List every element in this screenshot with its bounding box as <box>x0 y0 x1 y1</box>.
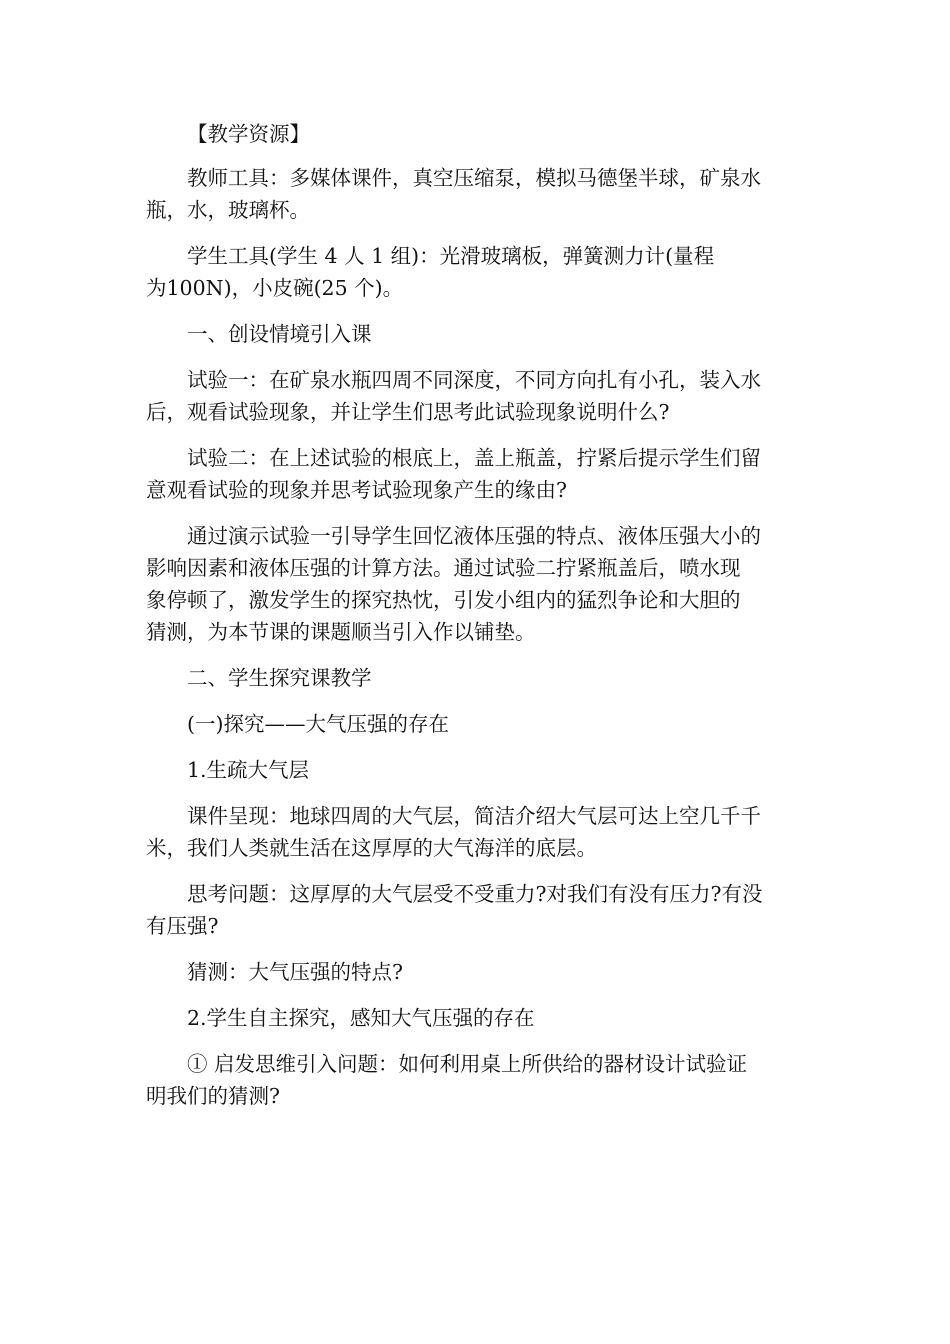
text-line: 有压强? <box>146 914 219 938</box>
text-line: 二、学生探究课教学 <box>187 666 372 690</box>
text-line: 意观看试验的现象并思考试验现象产生的缘由? <box>146 478 567 502</box>
section-heading-teaching-resources <box>146 118 810 150</box>
paragraph-teacher-tools <box>146 162 810 226</box>
text-line: 课件呈现：地球四周的大气层，简洁介绍大气层可达上空几千千 <box>187 804 761 828</box>
text-line: 一、创设情境引入课 <box>187 322 372 346</box>
paragraph-demonstration <box>146 520 810 648</box>
paragraph-courseware <box>146 800 810 864</box>
heading-part-one <box>146 318 810 350</box>
text-line: 学生工具(学生 4 人 1 组)：光滑玻璃板，弹簧测力计(量程 <box>187 244 715 268</box>
text-line: 试验一：在矿泉水瓶四周不同深度，不同方向扎有小孔，装入水 <box>187 368 761 392</box>
paragraph-guess <box>146 956 810 988</box>
paragraph-experiment-two <box>146 442 810 506</box>
document-page <box>146 118 810 1126</box>
subheading-atmospheric-pressure <box>146 708 810 740</box>
text-line: 教师工具：多媒体课件，真空压缩泵，模拟马德堡半球，矿泉水 <box>187 166 761 190</box>
text-line: 影响因素和液体压强的计算方法。通过试验二拧紧瓶盖后，喷水现 <box>146 556 741 580</box>
subheading-self-exploration <box>146 1002 810 1034</box>
text-line: 为100N)，小皮碗(25 个)。 <box>146 276 404 300</box>
text-line: 思考问题：这厚厚的大气层受不受重力?对我们有没有压力?有没 <box>187 882 763 906</box>
paragraph-experiment-one <box>146 364 810 428</box>
text-line: 后，观看试验现象，并让学生们思考此试验现象说明什么? <box>146 400 670 424</box>
text-line: 1.生疏大气层 <box>187 758 310 782</box>
text-line: ① 启发思维引入问题：如何利用桌上所供给的器材设计试验证 <box>187 1052 748 1076</box>
text-line: 明我们的猜测? <box>146 1084 280 1108</box>
text-line: 象停顿了，激发学生的探究热忱，引发小组内的猛烈争论和大胆的 <box>146 588 741 612</box>
text-line: 通过演示试验一引导学生回忆液体压强的特点、液体压强大小的 <box>187 524 761 548</box>
text-line: 米，我们人类就生活在这厚厚的大气海洋的底层。 <box>146 836 597 860</box>
text-line: 猜测：大气压强的特点? <box>187 960 403 984</box>
paragraph-student-tools <box>146 240 810 304</box>
paragraph-inspire-thinking <box>146 1048 810 1112</box>
text-line: 试验二：在上述试验的根底上，盖上瓶盖，拧紧后提示学生们留 <box>187 446 761 470</box>
subheading-atmosphere <box>146 754 810 786</box>
text-line: 【教学资源】 <box>187 122 310 146</box>
heading-part-two <box>146 662 810 694</box>
text-line: 2.学生自主探究，感知大气压强的存在 <box>187 1006 535 1030</box>
text-line: 猜测，为本节课的课题顺当引入作以铺垫。 <box>146 620 536 644</box>
paragraph-thinking-question <box>146 878 810 942</box>
text-line: 瓶，水，玻璃杯。 <box>146 198 310 222</box>
text-line: (一)探究——大气压强的存在 <box>187 712 449 736</box>
